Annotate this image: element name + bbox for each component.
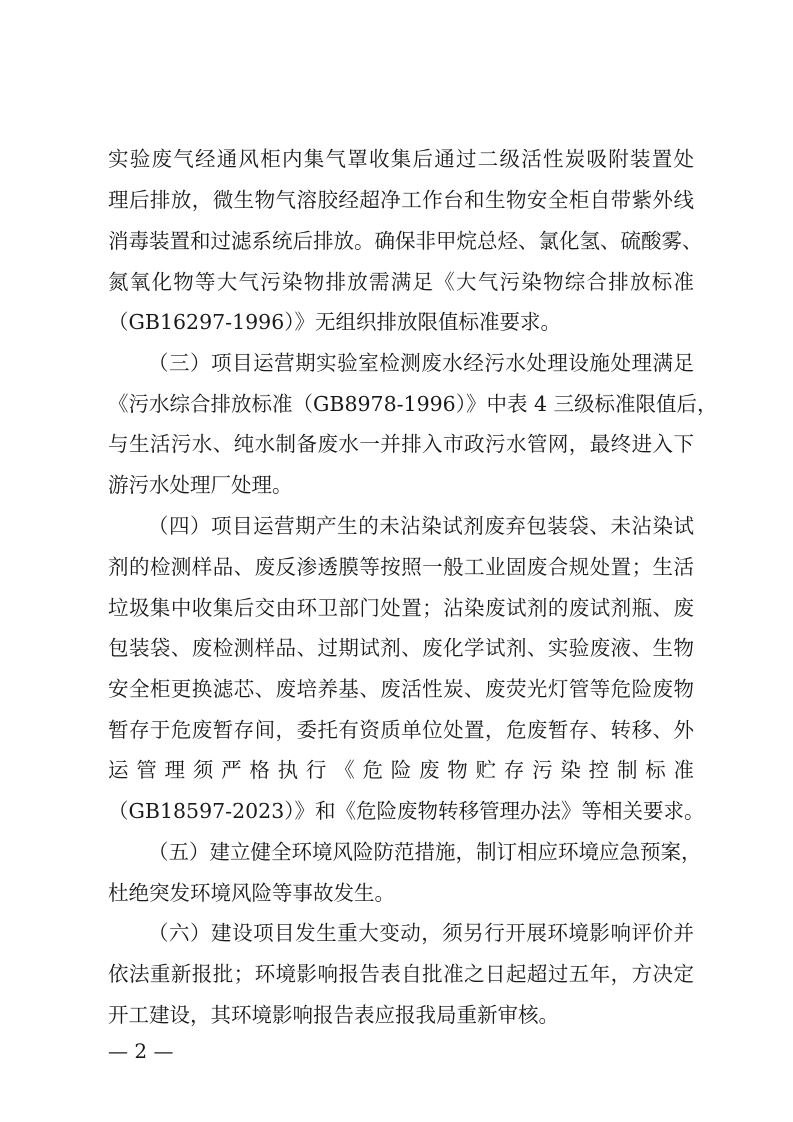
body-text-line: 暂存于危废暂存间，委托有资质单位处置，危废暂存、转移、外 bbox=[108, 718, 694, 742]
body-text-line: 安全柜更换滤芯、废培养基、废活性炭、废荧光灯管等危险废物 bbox=[108, 677, 694, 701]
paragraph-4-start: （四）项目运营期产生的未沾染试剂废弃包装袋、未沾染试 bbox=[148, 514, 694, 538]
body-text-line: 实验废气经通风柜内集气罩收集后通过二级活性炭吸附装置处 bbox=[108, 147, 694, 171]
body-text-line: 《污水综合排放标准（GB8978-1996）》中表 4 三级标准限值后， bbox=[108, 392, 718, 416]
body-text-line: 包装袋、废检测样品、过期试剂、废化学试剂、实验废液、生物 bbox=[108, 636, 694, 660]
page-number: — 2 — bbox=[108, 1039, 174, 1063]
paragraph-6-start: （六）建设项目发生重大变动，须另行开展环境影响评价并 bbox=[148, 921, 694, 945]
body-text-line: 与生活污水、纯水制备废水一并排入市政污水管网，最终进入下 bbox=[108, 432, 694, 456]
paragraph-5-start: （五）建立健全环境风险防范措施，制订相应环境应急预案， bbox=[148, 840, 702, 864]
body-text-line: 剂的检测样品、废反渗透膜等按照一般工业固废合规处置；生活 bbox=[108, 555, 694, 579]
paragraph-3-start: （三）项目运营期实验室检测废水经污水处理设施处理满足 bbox=[148, 351, 694, 375]
body-text-line: （GB18597-2023）》和《危险废物转移管理办法》等相关要求。 bbox=[108, 799, 705, 823]
body-text-line: 理后排放，微生物气溶胶经超净工作台和生物安全柜自带紫外线 bbox=[108, 188, 694, 212]
body-text-line: 垃圾集中收集后交由环卫部门处置；沾染废试剂的废试剂瓶、废 bbox=[108, 596, 694, 620]
body-text-line: 消毒装置和过滤系统后排放。确保非甲烷总烃、氯化氢、硫酸雾、 bbox=[108, 229, 703, 253]
body-text-line: 游污水处理厂处理。 bbox=[108, 473, 293, 497]
body-text-line: 运管理须严格执行《危险废物贮存污染控制标准 bbox=[108, 758, 694, 782]
body-text-line: 依法重新报批；环境影响报告表自批准之日起超过五年，方决定 bbox=[108, 962, 694, 986]
body-text-line: 开工建设，其环境影响报告表应报我局重新审核。 bbox=[108, 1003, 559, 1027]
body-text-line: 氮氧化物等大气污染物排放需满足《大气污染物综合排放标准 bbox=[108, 270, 694, 294]
body-text-line: 杜绝突发环境风险等事故发生。 bbox=[108, 881, 395, 905]
body-text-line: （GB16297-1996）》无组织排放限值标准要求。 bbox=[108, 310, 562, 334]
